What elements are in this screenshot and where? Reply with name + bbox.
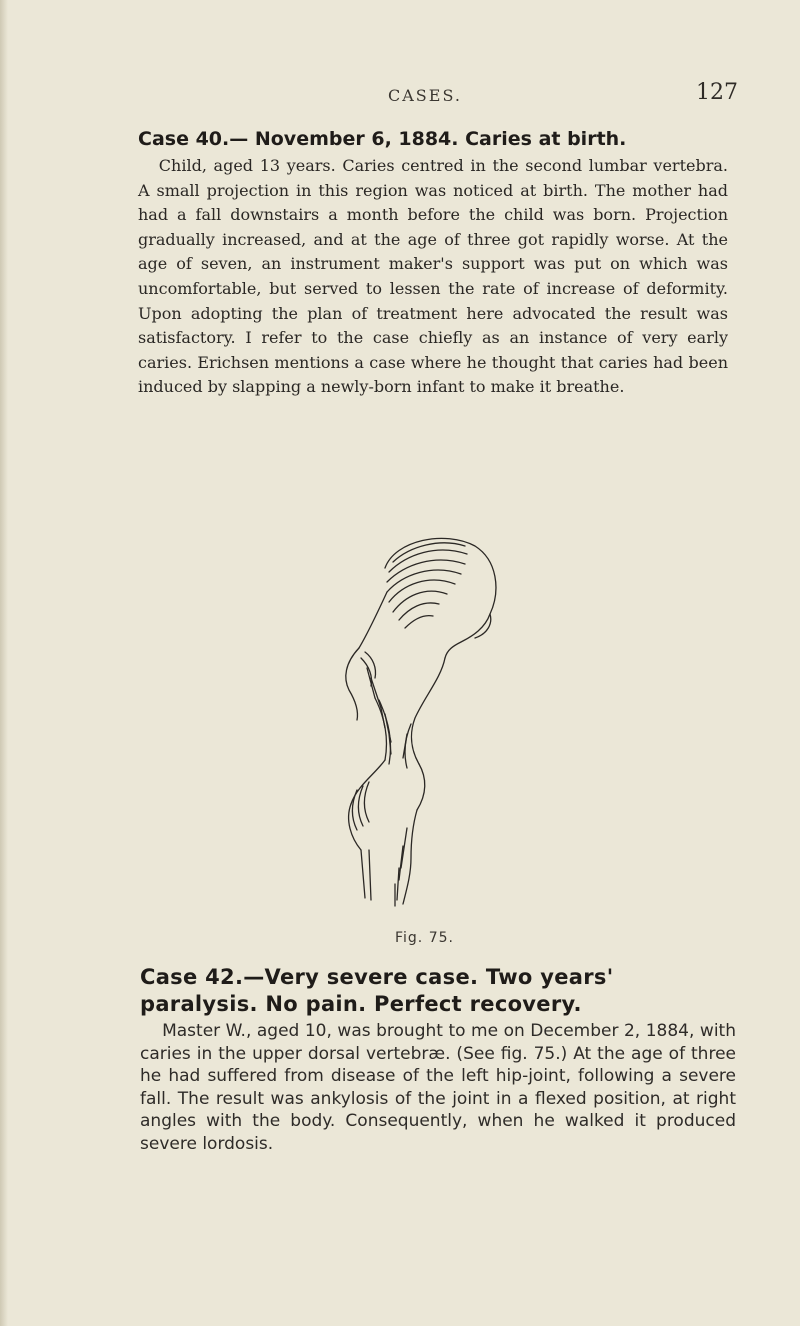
case-40-section — [138, 126, 728, 400]
case-42-heading: Case 42.—Very severe case. Two years' paralysis. No pain. Perfect recovery. — [140, 965, 614, 1016]
case-42-body: Master W., aged 10, was brought to me on December 2, 1884, with caries in the upper dorsal vertebræ. (See fig. 75.) At the age of three he had suffered from disease of the left hip-joint, following a severe fall. The result was ankylosis of the joint in a flexed position, at right angles with the body. Consequently, when he walked it produced severe lordosis. — [140, 1021, 736, 1154]
figure-caption: Fig. 75. — [395, 930, 454, 946]
running-title: CASES. — [388, 86, 462, 105]
page-edge — [0, 0, 8, 1326]
lordosis-sketch-figure — [315, 528, 515, 913]
case-40-heading: Case 40.— November 6, 1884. Caries at birth. — [138, 128, 627, 150]
case-42-section — [140, 964, 736, 1155]
page-number: 127 — [696, 80, 738, 105]
case-40-body: Child, aged 13 years. Caries centred in the second lumbar vertebra. A small projection in this region was noticed at birth. The mother had had a fall downstairs a month before the child was born. Projection gradually increased, and at the age of three got rapidly worse. At the age of seven, an instrument maker's support was put on which was uncomfortable, but served to lessen the rate of increase of deformity. Upon adopting the plan of treatment here advocated the result was satisfactory. I refer to the case chiefly as an instance of very early caries. Erichsen mentions a case where he thought that caries had been induced by slapping a newly-born infant to make it breathe. — [138, 156, 728, 397]
